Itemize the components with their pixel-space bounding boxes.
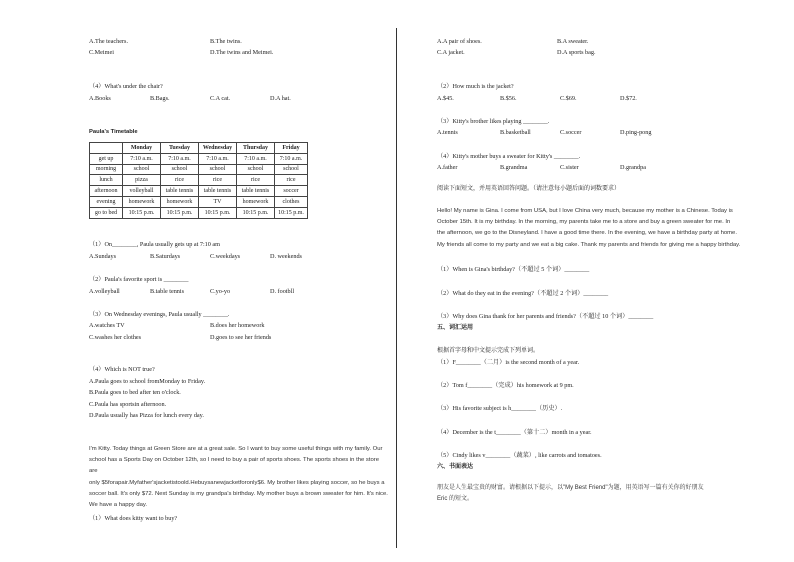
vocab-question: （4）December is the t________（第十二）month in a year.	[437, 429, 592, 436]
option-d: D.A sports bag.	[557, 49, 596, 56]
passage-line: My friends all come to my party and we eat a big cake. Thank my parents and friends for giving me a happy birthday.	[437, 241, 741, 248]
timetable-cell: school	[237, 164, 275, 175]
timetable-cell: 7:10 a.m.	[199, 153, 237, 164]
question: （1）On________, Paula usually gets up at 7:10 am	[89, 241, 220, 248]
option-b: B.$56.	[500, 95, 517, 102]
question-under-chair: （4）What's under the chair?	[89, 83, 163, 90]
timetable-row-label: afternoon	[90, 186, 123, 197]
timetable-cell: rice	[199, 175, 237, 186]
option-c: C.weekdays	[210, 253, 241, 260]
timetable-row-label: lunch	[90, 175, 123, 186]
gina-passage	[437, 206, 777, 251]
question: （2）What do they eat in the evening?（不超过 2 个词）________	[437, 290, 609, 297]
question: （4）Which is NOT true?	[89, 366, 155, 373]
option-a: A.$45.	[437, 95, 454, 102]
timetable-cell: homework	[237, 196, 275, 207]
option-a: A.A pair of shoes.	[437, 38, 482, 45]
timetable-cell: soccer	[275, 186, 308, 197]
kitty-passage	[89, 444, 389, 511]
option-b: B.basketball	[500, 129, 531, 136]
timetable-row-label: morning	[90, 164, 123, 175]
prompt-line: 朋友是人生最宝贵的财富。请根据以下提示，以"My Best Friend"为题，用英语写一篇有关你的好朋友	[437, 485, 704, 491]
header-cell	[90, 143, 123, 154]
timetable-cell: 10:15 p.m.	[237, 207, 275, 218]
timetable-row	[90, 196, 308, 207]
timetable-cell: volleyball	[123, 186, 161, 197]
timetable-row	[90, 186, 308, 197]
header-cell: Monday	[123, 143, 161, 154]
passage-line: Hello! My name is Gina. I come from USA, but I love China very much, because my mother is a Chinese. Today is	[437, 208, 733, 214]
option-d: D.Paula usually has Pizza for lunch every day.	[89, 412, 204, 419]
header-cell: Wednesday	[199, 143, 237, 154]
header-cell: Thursday	[237, 143, 275, 154]
timetable-row-label: get up	[90, 153, 123, 164]
header-cell: Tuesday	[161, 143, 199, 154]
option-c: C.Meimei	[89, 49, 114, 56]
timetable-cell: table tennis	[161, 186, 199, 197]
right-column	[397, 0, 794, 562]
timetable-cell: school	[199, 164, 237, 175]
timetable-row-label: evening	[90, 196, 123, 207]
question: （2）Paula's favorite sport is ________	[89, 276, 189, 283]
question: （1）When is Gina's birthday?（不超过 5 个词）________	[437, 266, 590, 273]
timetable-cell: table tennis	[199, 186, 237, 197]
option-a: A.watches TV	[89, 322, 125, 329]
question: （3）On Wednesday evenings, Paula usually ________.	[89, 311, 230, 318]
timetable-cell: 7:10 a.m.	[161, 153, 199, 164]
option-a: A.tennis	[437, 129, 458, 136]
timetable-cell: 10:15 p.m.	[199, 207, 237, 218]
option-c: C.Paula has sportsin afternoon.	[89, 401, 167, 408]
option-c: C.washes her clothes	[89, 334, 142, 341]
option-b: B.table tennis	[150, 288, 185, 295]
option-c: C.sister	[560, 164, 579, 171]
option-b: B.The twins.	[210, 38, 242, 45]
timetable-cell: school	[275, 164, 308, 175]
timetable-row	[90, 153, 308, 164]
option-c: C.$69.	[560, 95, 577, 102]
question: （2）How much is the jacket?	[437, 83, 514, 90]
timetable-header-row	[90, 143, 308, 154]
timetable-cell: 10:15 p.m.	[275, 207, 308, 218]
option-a: A.father	[437, 164, 458, 171]
option-d: D.A hat.	[270, 95, 291, 102]
prompt-line: Eric 的短文。	[437, 496, 474, 503]
timetable-cell: 7:10 a.m.	[275, 153, 308, 164]
timetable-row-label: go to bed	[90, 207, 123, 218]
timetable-row	[90, 164, 308, 175]
passage-line: I'm Kitty. Today things at Green Store are at a great sale. So I want to buy some useful things with my family. Our	[89, 446, 383, 452]
timetable-row	[90, 207, 308, 218]
question: （4）Kitty's mother buys a sweater for Kitty's ________.	[437, 153, 581, 160]
timetable-cell: homework	[161, 196, 199, 207]
vocab-question: （3）His favorite subject is h________（历史）.	[437, 405, 563, 412]
option-a: A.Sundays	[89, 253, 116, 260]
option-b: B.Paula goes to bed after ten o'clock.	[89, 389, 181, 396]
vocab-question: （1）F________（二月）is the second month of a year.	[437, 359, 580, 366]
timetable-cell: 7:10 a.m.	[237, 153, 275, 164]
writing-prompt	[437, 483, 777, 505]
option-b: B.Saturdays	[150, 253, 181, 260]
option-c: C.soccer	[560, 129, 582, 136]
timetable-cell: rice	[161, 175, 199, 186]
option-b: B.grandma	[500, 164, 528, 171]
option-a: A.Paula goes to school fromMonday to Friday.	[89, 378, 206, 385]
option-d: D.$72.	[620, 95, 637, 102]
option-b: B.does her homework	[210, 322, 265, 329]
section-title: 五、词汇运用	[437, 325, 474, 331]
timetable-cell: rice	[237, 175, 275, 186]
option-b: B.A sweater.	[557, 38, 589, 45]
option-c: C.A jacket.	[437, 49, 465, 56]
question: （3）Kitty's brother likes playing ________.	[437, 118, 550, 125]
option-a: A.volleyball	[89, 288, 120, 295]
option-c: C.yo-yo	[210, 288, 231, 295]
timetable-cell: school	[161, 164, 199, 175]
option-b: B.Bags.	[150, 95, 170, 102]
passage-line: soccer ball. It's only $72. Next Sunday is my grandpa's birthday. My mother buys a brown sweater for him. It's nice.	[89, 490, 388, 497]
timetable-row	[90, 175, 308, 186]
timetable-cell: 10:15 p.m.	[123, 207, 161, 218]
timetable-cell: 7:10 a.m.	[123, 153, 161, 164]
timetable-title: Paula's Timetable	[89, 129, 138, 135]
timetable-cell: homework	[123, 196, 161, 207]
option-d: D. footbll	[270, 288, 295, 295]
option-a: A.The teachers.	[89, 38, 128, 45]
reading-instruction: 阅读下面短文，并用英语回答问题。（请注意每小题后面的词数要求）	[437, 186, 621, 192]
section-title: 六、书面表达	[437, 464, 474, 470]
option-d: D.ping-pong	[620, 129, 652, 136]
option-d: D. weekends	[270, 253, 302, 260]
passage-line: only $5forapair.Myfather'sjacketistoold.Hebuysanewjacketforonly$6. My brother likes playing soccer, so he buys a	[89, 479, 385, 486]
vocab-question: （2）Tom f________（完成）his homework at 9 pm.	[437, 382, 574, 389]
timetable-cell: TV	[199, 196, 237, 207]
timetable-cell: clothes	[275, 196, 308, 207]
passage-line: We have a happy day.	[89, 502, 148, 509]
option-a: A.Books	[89, 95, 111, 102]
passage-line: school has a Sports Day on October 12th, so I need to buy a pair of sports shoes. The sports shoes in the store are	[89, 457, 380, 475]
timetable-cell: table tennis	[237, 186, 275, 197]
section-instruction: 根据首字母和中文提示完成下列单词。	[437, 348, 540, 354]
passage-line: October 15th. It is my birthday. In the morning, my parents take me to a store and buy a green sweater for me. In	[437, 219, 731, 226]
timetable-cell: 10:15 p.m.	[161, 207, 199, 218]
timetable-cell: school	[123, 164, 161, 175]
option-c: C.A cat.	[210, 95, 231, 102]
option-d: D.goes to see her friends	[210, 334, 272, 341]
question: （1）What does kitty want to buy?	[89, 515, 178, 522]
timetable-cell: rice	[275, 175, 308, 186]
passage-line: the afternoon, we go to the Disneyland. I have a good time there. In the evening, we have a birthday party at home.	[437, 230, 737, 237]
timetable	[89, 142, 308, 219]
vocab-question: （5）Cindy likes v________（蔬菜）, like carrots and tomatoes.	[437, 452, 602, 459]
option-d: D.The twins and Meimei.	[210, 49, 274, 56]
timetable-cell: pizza	[123, 175, 161, 186]
option-d: D.grandpa	[620, 164, 646, 171]
question: （3）Why does Gina thank for her parents and friends?（不超过 10 个词）________	[437, 313, 654, 320]
header-cell: Friday	[275, 143, 308, 154]
